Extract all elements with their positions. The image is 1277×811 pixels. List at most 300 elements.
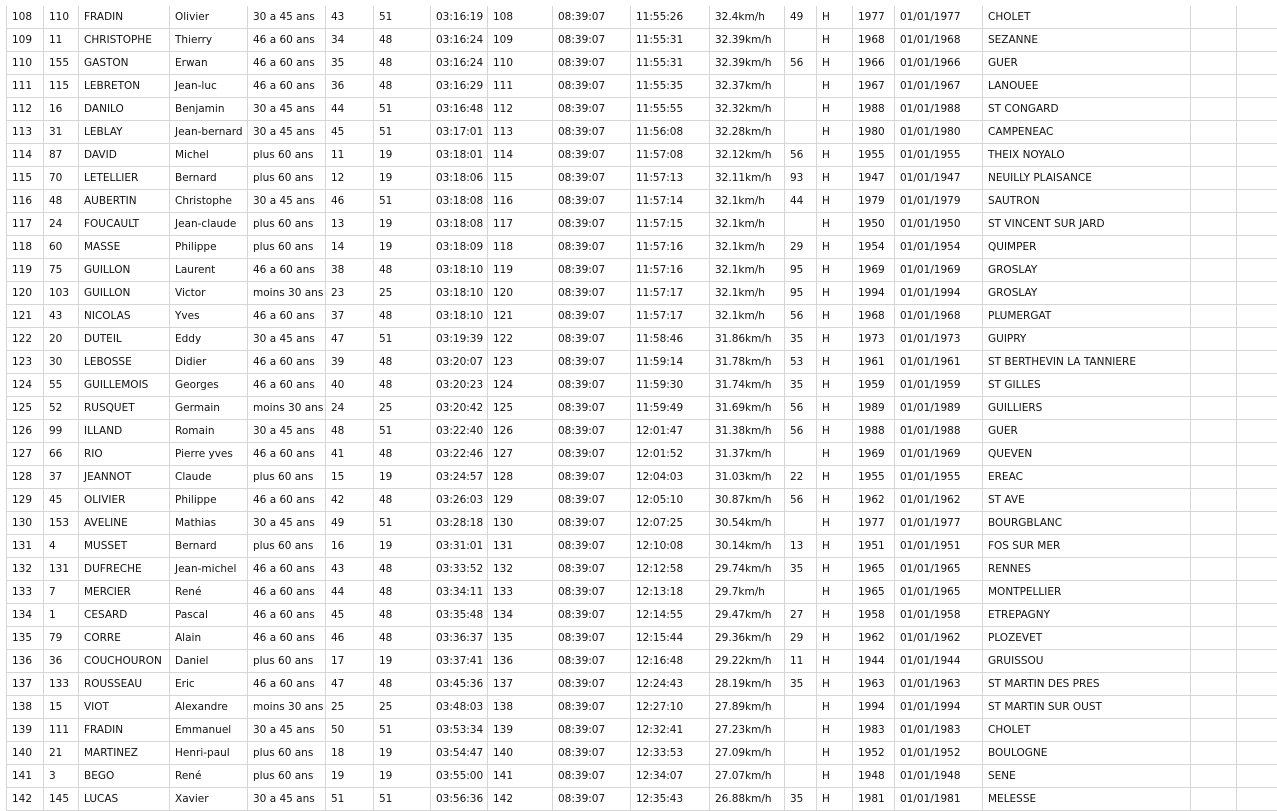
- cell-last-name[interactable]: DUTEIL: [79, 328, 170, 351]
- cell-speed[interactable]: 31.78km/h: [710, 351, 785, 374]
- cell-extra[interactable]: [1191, 558, 1237, 581]
- cell-extra2[interactable]: [1237, 719, 1277, 742]
- cell-category-rank[interactable]: 36: [326, 75, 374, 98]
- cell-city[interactable]: ETREPAGNY: [983, 604, 1191, 627]
- cell-start-time[interactable]: 08:39:07: [553, 558, 631, 581]
- cell-city[interactable]: ST AVE: [983, 489, 1191, 512]
- cell-category-total[interactable]: 51: [374, 98, 431, 121]
- cell-first-name[interactable]: Olivier: [170, 6, 248, 29]
- cell-rank[interactable]: 134: [7, 604, 44, 627]
- cell-finish-time[interactable]: 11:55:31: [631, 52, 710, 75]
- cell-first-name[interactable]: Alexandre: [170, 696, 248, 719]
- cell-category-total[interactable]: 19: [374, 236, 431, 259]
- cell-finish-time[interactable]: 11:58:46: [631, 328, 710, 351]
- cell-category-total[interactable]: 51: [374, 190, 431, 213]
- cell-sex[interactable]: H: [817, 627, 853, 650]
- cell-dept[interactable]: 44: [785, 190, 817, 213]
- cell-dept[interactable]: [785, 512, 817, 535]
- cell-finish-time[interactable]: 12:14:55: [631, 604, 710, 627]
- cell-extra[interactable]: [1191, 351, 1237, 374]
- cell-first-name[interactable]: Thierry: [170, 29, 248, 52]
- cell-city[interactable]: ST BERTHEVIN LA TANNIERE: [983, 351, 1191, 374]
- cell-extra[interactable]: [1191, 627, 1237, 650]
- cell-sex[interactable]: H: [817, 167, 853, 190]
- cell-position[interactable]: 109: [488, 29, 553, 52]
- cell-dept[interactable]: 56: [785, 397, 817, 420]
- cell-extra2[interactable]: [1237, 213, 1277, 236]
- cell-category[interactable]: 46 a 60 ans: [248, 604, 326, 627]
- cell-city[interactable]: MELESSE: [983, 788, 1191, 811]
- cell-category-total[interactable]: 25: [374, 696, 431, 719]
- cell-birth-date[interactable]: 01/01/1959: [895, 374, 983, 397]
- cell-category-total[interactable]: 48: [374, 489, 431, 512]
- cell-sex[interactable]: H: [817, 144, 853, 167]
- cell-race-time[interactable]: 03:54:47: [431, 742, 488, 765]
- cell-category-rank[interactable]: 38: [326, 259, 374, 282]
- cell-dept[interactable]: [785, 75, 817, 98]
- cell-city[interactable]: PLUMERGAT: [983, 305, 1191, 328]
- cell-bib[interactable]: 75: [44, 259, 79, 282]
- cell-start-time[interactable]: 08:39:07: [553, 742, 631, 765]
- cell-position[interactable]: 123: [488, 351, 553, 374]
- cell-rank[interactable]: 123: [7, 351, 44, 374]
- cell-category-rank[interactable]: 23: [326, 282, 374, 305]
- cell-category-total[interactable]: 48: [374, 627, 431, 650]
- cell-category[interactable]: 46 a 60 ans: [248, 558, 326, 581]
- cell-finish-time[interactable]: 11:59:30: [631, 374, 710, 397]
- cell-speed[interactable]: 32.28km/h: [710, 121, 785, 144]
- cell-birth-year[interactable]: 1950: [853, 213, 895, 236]
- cell-race-time[interactable]: 03:24:57: [431, 466, 488, 489]
- cell-sex[interactable]: H: [817, 282, 853, 305]
- cell-first-name[interactable]: Erwan: [170, 52, 248, 75]
- cell-category-rank[interactable]: 44: [326, 98, 374, 121]
- cell-start-time[interactable]: 08:39:07: [553, 351, 631, 374]
- cell-finish-time[interactable]: 11:57:17: [631, 305, 710, 328]
- cell-sex[interactable]: H: [817, 443, 853, 466]
- cell-extra2[interactable]: [1237, 604, 1277, 627]
- cell-extra2[interactable]: [1237, 29, 1277, 52]
- cell-dept[interactable]: 35: [785, 558, 817, 581]
- cell-category[interactable]: plus 60 ans: [248, 650, 326, 673]
- cell-position[interactable]: 130: [488, 512, 553, 535]
- cell-dept[interactable]: [785, 581, 817, 604]
- cell-birth-date[interactable]: 01/01/1983: [895, 719, 983, 742]
- cell-first-name[interactable]: Xavier: [170, 788, 248, 811]
- cell-speed[interactable]: 32.39km/h: [710, 29, 785, 52]
- cell-finish-time[interactable]: 12:04:03: [631, 466, 710, 489]
- cell-bib[interactable]: 111: [44, 719, 79, 742]
- cell-race-time[interactable]: 03:18:10: [431, 282, 488, 305]
- cell-first-name[interactable]: René: [170, 581, 248, 604]
- cell-bib[interactable]: 48: [44, 190, 79, 213]
- cell-category-rank[interactable]: 45: [326, 121, 374, 144]
- cell-start-time[interactable]: 08:39:07: [553, 673, 631, 696]
- cell-extra[interactable]: [1191, 328, 1237, 351]
- cell-birth-date[interactable]: 01/01/1966: [895, 52, 983, 75]
- cell-extra[interactable]: [1191, 512, 1237, 535]
- cell-race-time[interactable]: 03:18:01: [431, 144, 488, 167]
- cell-sex[interactable]: H: [817, 351, 853, 374]
- cell-sex[interactable]: H: [817, 328, 853, 351]
- cell-city[interactable]: BOULOGNE: [983, 742, 1191, 765]
- cell-speed[interactable]: 30.87km/h: [710, 489, 785, 512]
- cell-city[interactable]: CHOLET: [983, 6, 1191, 29]
- cell-city[interactable]: LANOUEE: [983, 75, 1191, 98]
- cell-extra[interactable]: [1191, 29, 1237, 52]
- cell-speed[interactable]: 29.47km/h: [710, 604, 785, 627]
- cell-sex[interactable]: H: [817, 489, 853, 512]
- cell-birth-year[interactable]: 1989: [853, 397, 895, 420]
- cell-last-name[interactable]: DUFRECHE: [79, 558, 170, 581]
- cell-category[interactable]: 46 a 60 ans: [248, 29, 326, 52]
- cell-race-time[interactable]: 03:55:00: [431, 765, 488, 788]
- cell-start-time[interactable]: 08:39:07: [553, 259, 631, 282]
- cell-last-name[interactable]: FRADIN: [79, 719, 170, 742]
- cell-speed[interactable]: 32.11km/h: [710, 167, 785, 190]
- cell-start-time[interactable]: 08:39:07: [553, 650, 631, 673]
- cell-category-rank[interactable]: 35: [326, 52, 374, 75]
- cell-sex[interactable]: H: [817, 190, 853, 213]
- cell-race-time[interactable]: 03:35:48: [431, 604, 488, 627]
- cell-category[interactable]: moins 30 ans: [248, 397, 326, 420]
- cell-sex[interactable]: H: [817, 742, 853, 765]
- cell-finish-time[interactable]: 12:15:44: [631, 627, 710, 650]
- cell-category-rank[interactable]: 15: [326, 466, 374, 489]
- cell-birth-year[interactable]: 1955: [853, 466, 895, 489]
- cell-finish-time[interactable]: 11:55:26: [631, 6, 710, 29]
- cell-category[interactable]: 46 a 60 ans: [248, 52, 326, 75]
- cell-category-total[interactable]: 51: [374, 420, 431, 443]
- cell-speed[interactable]: 32.39km/h: [710, 52, 785, 75]
- cell-birth-date[interactable]: 01/01/1977: [895, 6, 983, 29]
- cell-birth-date[interactable]: 01/01/1962: [895, 627, 983, 650]
- cell-first-name[interactable]: Michel: [170, 144, 248, 167]
- cell-category-total[interactable]: 48: [374, 604, 431, 627]
- cell-start-time[interactable]: 08:39:07: [553, 581, 631, 604]
- cell-last-name[interactable]: FRADIN: [79, 6, 170, 29]
- cell-category-total[interactable]: 51: [374, 788, 431, 811]
- cell-birth-year[interactable]: 1969: [853, 443, 895, 466]
- cell-category-rank[interactable]: 41: [326, 443, 374, 466]
- cell-sex[interactable]: H: [817, 650, 853, 673]
- cell-finish-time[interactable]: 11:57:16: [631, 236, 710, 259]
- cell-extra[interactable]: [1191, 673, 1237, 696]
- cell-category-total[interactable]: 48: [374, 305, 431, 328]
- cell-extra2[interactable]: [1237, 121, 1277, 144]
- cell-bib[interactable]: 24: [44, 213, 79, 236]
- cell-extra2[interactable]: [1237, 673, 1277, 696]
- cell-last-name[interactable]: AVELINE: [79, 512, 170, 535]
- cell-category-rank[interactable]: 39: [326, 351, 374, 374]
- cell-finish-time[interactable]: 12:24:43: [631, 673, 710, 696]
- cell-first-name[interactable]: Pierre yves: [170, 443, 248, 466]
- cell-dept[interactable]: 95: [785, 282, 817, 305]
- cell-birth-year[interactable]: 1962: [853, 627, 895, 650]
- cell-category-rank[interactable]: 43: [326, 558, 374, 581]
- cell-category-rank[interactable]: 44: [326, 581, 374, 604]
- cell-first-name[interactable]: Claude: [170, 466, 248, 489]
- cell-category-rank[interactable]: 16: [326, 535, 374, 558]
- cell-bib[interactable]: 115: [44, 75, 79, 98]
- cell-bib[interactable]: 145: [44, 788, 79, 811]
- cell-last-name[interactable]: ROUSSEAU: [79, 673, 170, 696]
- cell-dept[interactable]: 49: [785, 6, 817, 29]
- cell-category-total[interactable]: 51: [374, 121, 431, 144]
- cell-finish-time[interactable]: 12:35:43: [631, 788, 710, 811]
- cell-birth-date[interactable]: 01/01/1968: [895, 29, 983, 52]
- cell-birth-date[interactable]: 01/01/1963: [895, 673, 983, 696]
- cell-position[interactable]: 129: [488, 489, 553, 512]
- cell-sex[interactable]: H: [817, 535, 853, 558]
- cell-bib[interactable]: 21: [44, 742, 79, 765]
- cell-finish-time[interactable]: 11:55:35: [631, 75, 710, 98]
- cell-category[interactable]: 30 a 45 ans: [248, 719, 326, 742]
- cell-category-total[interactable]: 48: [374, 581, 431, 604]
- cell-rank[interactable]: 136: [7, 650, 44, 673]
- cell-category-rank[interactable]: 46: [326, 190, 374, 213]
- cell-extra2[interactable]: [1237, 236, 1277, 259]
- cell-position[interactable]: 134: [488, 604, 553, 627]
- cell-position[interactable]: 114: [488, 144, 553, 167]
- cell-position[interactable]: 127: [488, 443, 553, 466]
- cell-sex[interactable]: H: [817, 29, 853, 52]
- cell-speed[interactable]: 30.14km/h: [710, 535, 785, 558]
- cell-rank[interactable]: 114: [7, 144, 44, 167]
- cell-rank[interactable]: 119: [7, 259, 44, 282]
- cell-bib[interactable]: 31: [44, 121, 79, 144]
- cell-start-time[interactable]: 08:39:07: [553, 489, 631, 512]
- cell-rank[interactable]: 109: [7, 29, 44, 52]
- cell-start-time[interactable]: 08:39:07: [553, 328, 631, 351]
- cell-position[interactable]: 111: [488, 75, 553, 98]
- cell-speed[interactable]: 32.1km/h: [710, 282, 785, 305]
- cell-last-name[interactable]: JEANNOT: [79, 466, 170, 489]
- cell-rank[interactable]: 120: [7, 282, 44, 305]
- cell-speed[interactable]: 27.89km/h: [710, 696, 785, 719]
- cell-first-name[interactable]: René: [170, 765, 248, 788]
- cell-rank[interactable]: 110: [7, 52, 44, 75]
- cell-race-time[interactable]: 03:16:29: [431, 75, 488, 98]
- cell-category[interactable]: 46 a 60 ans: [248, 581, 326, 604]
- cell-finish-time[interactable]: 11:57:13: [631, 167, 710, 190]
- cell-birth-date[interactable]: 01/01/1988: [895, 420, 983, 443]
- cell-speed[interactable]: 32.1km/h: [710, 213, 785, 236]
- cell-sex[interactable]: H: [817, 305, 853, 328]
- cell-last-name[interactable]: GUILLON: [79, 259, 170, 282]
- cell-birth-date[interactable]: 01/01/1994: [895, 282, 983, 305]
- cell-city[interactable]: ST VINCENT SUR JARD: [983, 213, 1191, 236]
- cell-city[interactable]: SENE: [983, 765, 1191, 788]
- cell-start-time[interactable]: 08:39:07: [553, 282, 631, 305]
- cell-position[interactable]: 136: [488, 650, 553, 673]
- cell-birth-date[interactable]: 01/01/1965: [895, 581, 983, 604]
- cell-finish-time[interactable]: 12:33:53: [631, 742, 710, 765]
- cell-category[interactable]: 46 a 60 ans: [248, 259, 326, 282]
- cell-category[interactable]: 30 a 45 ans: [248, 121, 326, 144]
- cell-first-name[interactable]: Bernard: [170, 167, 248, 190]
- cell-speed[interactable]: 29.7km/h: [710, 581, 785, 604]
- cell-extra2[interactable]: [1237, 351, 1277, 374]
- cell-city[interactable]: BOURGBLANC: [983, 512, 1191, 535]
- cell-category-total[interactable]: 51: [374, 512, 431, 535]
- cell-speed[interactable]: 26.88km/h: [710, 788, 785, 811]
- cell-city[interactable]: GUER: [983, 52, 1191, 75]
- cell-bib[interactable]: 55: [44, 374, 79, 397]
- cell-position[interactable]: 116: [488, 190, 553, 213]
- cell-finish-time[interactable]: 12:01:47: [631, 420, 710, 443]
- cell-bib[interactable]: 131: [44, 558, 79, 581]
- cell-birth-year[interactable]: 1973: [853, 328, 895, 351]
- cell-position[interactable]: 117: [488, 213, 553, 236]
- cell-speed[interactable]: 32.4km/h: [710, 6, 785, 29]
- cell-bib[interactable]: 36: [44, 650, 79, 673]
- cell-finish-time[interactable]: 11:57:08: [631, 144, 710, 167]
- cell-rank[interactable]: 142: [7, 788, 44, 811]
- cell-rank[interactable]: 135: [7, 627, 44, 650]
- cell-category[interactable]: 46 a 60 ans: [248, 305, 326, 328]
- cell-bib[interactable]: 133: [44, 673, 79, 696]
- cell-last-name[interactable]: LETELLIER: [79, 167, 170, 190]
- cell-city[interactable]: GUIPRY: [983, 328, 1191, 351]
- cell-birth-date[interactable]: 01/01/1954: [895, 236, 983, 259]
- cell-category-total[interactable]: 48: [374, 351, 431, 374]
- cell-extra2[interactable]: [1237, 765, 1277, 788]
- cell-race-time[interactable]: 03:18:09: [431, 236, 488, 259]
- cell-race-time[interactable]: 03:18:10: [431, 259, 488, 282]
- cell-finish-time[interactable]: 11:59:14: [631, 351, 710, 374]
- cell-category[interactable]: 46 a 60 ans: [248, 351, 326, 374]
- cell-last-name[interactable]: DANILO: [79, 98, 170, 121]
- cell-category[interactable]: 30 a 45 ans: [248, 328, 326, 351]
- cell-first-name[interactable]: Benjamin: [170, 98, 248, 121]
- cell-bib[interactable]: 43: [44, 305, 79, 328]
- cell-speed[interactable]: 32.32km/h: [710, 98, 785, 121]
- cell-position[interactable]: 110: [488, 52, 553, 75]
- cell-category[interactable]: plus 60 ans: [248, 213, 326, 236]
- cell-city[interactable]: QUEVEN: [983, 443, 1191, 466]
- cell-category-total[interactable]: 51: [374, 6, 431, 29]
- cell-sex[interactable]: H: [817, 512, 853, 535]
- cell-category-rank[interactable]: 12: [326, 167, 374, 190]
- cell-first-name[interactable]: Philippe: [170, 236, 248, 259]
- cell-race-time[interactable]: 03:18:06: [431, 167, 488, 190]
- cell-extra2[interactable]: [1237, 305, 1277, 328]
- cell-category[interactable]: 30 a 45 ans: [248, 190, 326, 213]
- cell-position[interactable]: 125: [488, 397, 553, 420]
- cell-extra[interactable]: [1191, 535, 1237, 558]
- cell-position[interactable]: 128: [488, 466, 553, 489]
- cell-finish-time[interactable]: 11:55:55: [631, 98, 710, 121]
- cell-speed[interactable]: 32.37km/h: [710, 75, 785, 98]
- cell-extra2[interactable]: [1237, 144, 1277, 167]
- cell-category-rank[interactable]: 37: [326, 305, 374, 328]
- cell-finish-time[interactable]: 11:57:16: [631, 259, 710, 282]
- cell-first-name[interactable]: Eric: [170, 673, 248, 696]
- cell-start-time[interactable]: 08:39:07: [553, 397, 631, 420]
- cell-extra2[interactable]: [1237, 627, 1277, 650]
- cell-dept[interactable]: 27: [785, 604, 817, 627]
- cell-start-time[interactable]: 08:39:07: [553, 696, 631, 719]
- cell-extra[interactable]: [1191, 6, 1237, 29]
- cell-birth-year[interactable]: 1944: [853, 650, 895, 673]
- cell-city[interactable]: PLOZEVET: [983, 627, 1191, 650]
- cell-start-time[interactable]: 08:39:07: [553, 190, 631, 213]
- cell-position[interactable]: 139: [488, 719, 553, 742]
- cell-dept[interactable]: [785, 213, 817, 236]
- cell-category-total[interactable]: 19: [374, 144, 431, 167]
- cell-category-rank[interactable]: 43: [326, 6, 374, 29]
- cell-rank[interactable]: 118: [7, 236, 44, 259]
- cell-sex[interactable]: H: [817, 765, 853, 788]
- cell-rank[interactable]: 129: [7, 489, 44, 512]
- cell-start-time[interactable]: 08:39:07: [553, 75, 631, 98]
- cell-city[interactable]: RENNES: [983, 558, 1191, 581]
- cell-first-name[interactable]: Emmanuel: [170, 719, 248, 742]
- cell-last-name[interactable]: VIOT: [79, 696, 170, 719]
- cell-category[interactable]: 46 a 60 ans: [248, 443, 326, 466]
- cell-birth-year[interactable]: 1955: [853, 144, 895, 167]
- cell-category[interactable]: moins 30 ans: [248, 696, 326, 719]
- cell-bib[interactable]: 45: [44, 489, 79, 512]
- cell-extra[interactable]: [1191, 144, 1237, 167]
- cell-position[interactable]: 121: [488, 305, 553, 328]
- cell-extra[interactable]: [1191, 213, 1237, 236]
- cell-finish-time[interactable]: 11:55:31: [631, 29, 710, 52]
- cell-category-total[interactable]: 19: [374, 742, 431, 765]
- cell-category-rank[interactable]: 19: [326, 765, 374, 788]
- cell-finish-time[interactable]: 11:57:14: [631, 190, 710, 213]
- cell-sex[interactable]: H: [817, 236, 853, 259]
- cell-bib[interactable]: 155: [44, 52, 79, 75]
- cell-extra[interactable]: [1191, 397, 1237, 420]
- cell-speed[interactable]: 30.54km/h: [710, 512, 785, 535]
- cell-last-name[interactable]: CESARD: [79, 604, 170, 627]
- cell-speed[interactable]: 27.23km/h: [710, 719, 785, 742]
- cell-sex[interactable]: H: [817, 98, 853, 121]
- cell-first-name[interactable]: Jean-michel: [170, 558, 248, 581]
- cell-city[interactable]: QUIMPER: [983, 236, 1191, 259]
- cell-category-rank[interactable]: 34: [326, 29, 374, 52]
- cell-start-time[interactable]: 08:39:07: [553, 144, 631, 167]
- cell-bib[interactable]: 66: [44, 443, 79, 466]
- cell-race-time[interactable]: 03:45:36: [431, 673, 488, 696]
- cell-birth-year[interactable]: 1968: [853, 305, 895, 328]
- cell-last-name[interactable]: BEGO: [79, 765, 170, 788]
- cell-last-name[interactable]: CHRISTOPHE: [79, 29, 170, 52]
- cell-rank[interactable]: 140: [7, 742, 44, 765]
- cell-sex[interactable]: H: [817, 75, 853, 98]
- cell-birth-date[interactable]: 01/01/1977: [895, 512, 983, 535]
- cell-last-name[interactable]: GASTON: [79, 52, 170, 75]
- cell-category-total[interactable]: 19: [374, 167, 431, 190]
- cell-extra[interactable]: [1191, 236, 1237, 259]
- cell-first-name[interactable]: Georges: [170, 374, 248, 397]
- cell-rank[interactable]: 125: [7, 397, 44, 420]
- cell-position[interactable]: 141: [488, 765, 553, 788]
- cell-city[interactable]: GUER: [983, 420, 1191, 443]
- cell-bib[interactable]: 4: [44, 535, 79, 558]
- cell-birth-year[interactable]: 1961: [853, 351, 895, 374]
- cell-birth-year[interactable]: 1962: [853, 489, 895, 512]
- cell-bib[interactable]: 11: [44, 29, 79, 52]
- cell-finish-time[interactable]: 11:59:49: [631, 397, 710, 420]
- cell-city[interactable]: GUILLIERS: [983, 397, 1191, 420]
- cell-dept[interactable]: 29: [785, 236, 817, 259]
- cell-last-name[interactable]: MUSSET: [79, 535, 170, 558]
- cell-last-name[interactable]: NICOLAS: [79, 305, 170, 328]
- cell-extra2[interactable]: [1237, 466, 1277, 489]
